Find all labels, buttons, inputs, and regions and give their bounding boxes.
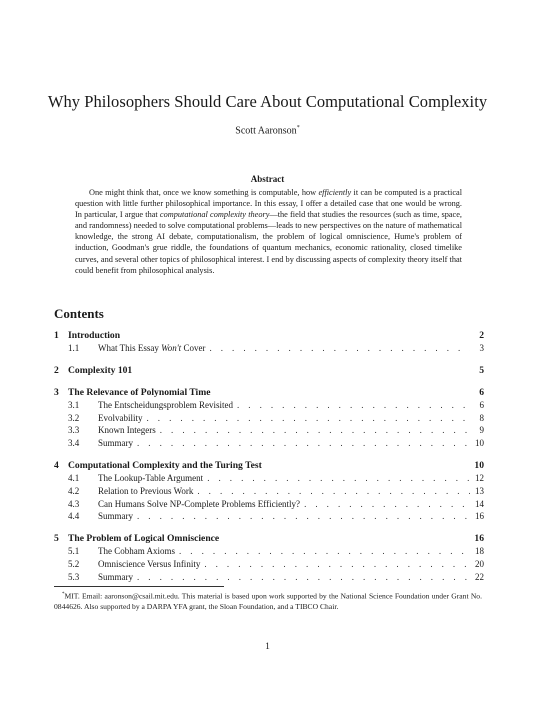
toc-subsection-title-emphasis: Won't — [161, 343, 182, 353]
toc-dot-leader — [233, 400, 470, 410]
toc-page-number: 18 — [475, 546, 484, 557]
toc-subsection-title — [90, 546, 175, 556]
toc-subsection-number: 3.1 — [68, 399, 80, 410]
toc-section-number: 2 — [54, 364, 59, 376]
abstract-text-1: One might think that, once we know something is computable, how — [89, 188, 319, 197]
toc-subsection-number: 3.4 — [68, 438, 80, 449]
author-line — [0, 125, 535, 136]
toc-entry-subsection[interactable] — [54, 486, 484, 499]
toc-dot-leader — [193, 486, 470, 496]
toc-page-number: 13 — [475, 485, 484, 496]
toc-subsection-title-text: Evolvability — [98, 412, 143, 423]
author-name: Scott Aaronson — [235, 125, 297, 137]
toc-section-number: 5 — [54, 533, 59, 545]
toc-page-number: 10 — [475, 438, 484, 449]
toc-section-number: 3 — [54, 386, 59, 398]
toc-section-title: The Relevance of Polynomial Time — [68, 386, 211, 398]
toc-subsection-title — [90, 559, 200, 569]
toc-subsection-title — [90, 572, 133, 582]
toc-entry-subsection[interactable] — [54, 400, 484, 413]
toc-dot-leader — [133, 511, 470, 521]
toc-page-number: 5 — [479, 364, 484, 376]
toc-subsection-number: 4.2 — [68, 485, 80, 496]
toc-section — [54, 460, 484, 524]
toc-entry-section[interactable] — [54, 533, 484, 546]
toc-section — [54, 330, 484, 356]
abstract-heading: Abstract — [250, 174, 285, 184]
toc-entry-subsection[interactable] — [54, 473, 484, 486]
toc-entry-subsection[interactable] — [54, 546, 484, 559]
toc-subsection-title-text: Summary — [98, 571, 133, 582]
footnote — [54, 590, 482, 613]
page-number: 1 — [265, 642, 270, 652]
toc-section-number: 4 — [54, 459, 59, 471]
toc-section — [54, 533, 484, 584]
toc-page-number: 16 — [475, 511, 484, 522]
toc-page-number: 6 — [479, 386, 484, 398]
toc-dot-leader — [205, 343, 470, 353]
toc-section-number: 1 — [54, 330, 59, 341]
toc-dot-leader — [300, 499, 470, 509]
toc-dot-leader — [175, 546, 470, 556]
contents-heading: Contents — [54, 306, 104, 321]
toc-subsection-title — [90, 425, 156, 435]
toc-subsection-title-text: The Cobham Axioms — [98, 546, 175, 557]
toc-subsection-number: 1.1 — [68, 343, 80, 353]
toc-page-number: 20 — [475, 558, 484, 569]
toc-entry-section[interactable] — [54, 387, 484, 400]
toc-entry-subsection[interactable] — [54, 438, 484, 451]
toc-subsection-title — [90, 438, 133, 448]
toc-subsection-number: 5.1 — [68, 546, 80, 557]
toc-dot-leader — [143, 413, 471, 423]
toc-subsection-title-text: Summary — [98, 438, 133, 449]
toc-subsection-number: 4.3 — [68, 498, 80, 509]
toc-entry-section[interactable] — [54, 365, 484, 378]
toc-subsection-title-text: The Lookup-Table Argument — [98, 472, 204, 483]
abstract-emphasis-efficiently: efficiently — [318, 188, 352, 197]
toc-dot-leader — [200, 559, 470, 569]
toc-subsection-title-text: Cover — [181, 343, 206, 353]
toc-dot-leader — [203, 473, 470, 483]
toc-subsection-title — [90, 511, 133, 521]
toc-entry-subsection[interactable] — [54, 413, 484, 426]
abstract-emphasis-cct: computational complexity theory — [159, 210, 270, 220]
abstract-text-2: it can be computed is a practical question with little further philosophical importance. In this essay, I offer a detailed case that one would be wrong. In particular, I argue that — [75, 188, 463, 220]
toc-subsection-number: 3.2 — [68, 412, 80, 423]
toc-subsection-title — [90, 473, 203, 483]
toc-subsection-title — [90, 499, 300, 509]
toc-subsection-title-text: Omniscience Versus Infinity — [98, 558, 201, 569]
toc-section — [54, 365, 484, 378]
toc-page-number: 3 — [479, 343, 484, 353]
toc-page-number: 6 — [479, 399, 484, 410]
abstract-paragraph — [75, 187, 462, 276]
abstract-text-3: —the field that studies the resources (such as time, space, and randomness) needed to solve computational problems—leads to new perspectives on the nature of mathematical knowledge, the strong AI debate, computationalism, the problem of logical omniscience, Hume's problem of induction, Goodman's grue riddle, the foundations of quantum mechanics, economic rationality, closed timelike curves, and several other topics of philosophical interest. I end by discussing aspects of complexity theory itself that could benefit from philosophical analysis. — [75, 210, 462, 275]
toc-section-title: The Problem of Logical Omniscience — [68, 533, 220, 545]
toc-page-number: 12 — [475, 472, 484, 483]
toc-subsection-number: 3.3 — [68, 425, 80, 436]
author-footnote-mark: * — [296, 125, 300, 131]
toc-section-title: Complexity 101 — [68, 364, 133, 376]
toc-dot-leader — [156, 425, 470, 435]
toc-entry-subsection[interactable] — [54, 572, 484, 585]
toc-entry-subsection[interactable] — [54, 343, 484, 356]
toc-subsection-title-text: What This Essay — [98, 343, 162, 353]
toc-subsection-title-text: Summary — [98, 511, 133, 522]
toc-entry-section[interactable] — [54, 330, 484, 343]
toc-section — [54, 387, 484, 451]
toc-page-number: 2 — [479, 330, 484, 341]
toc-subsection-number: 4.1 — [68, 472, 80, 483]
footnote-mark: * — [62, 592, 65, 597]
table-of-contents — [54, 330, 484, 594]
toc-section-title: Introduction — [68, 330, 121, 341]
toc-page-number: 9 — [479, 425, 484, 436]
toc-page-number: 10 — [474, 459, 484, 471]
toc-page-number: 14 — [475, 498, 484, 509]
toc-subsection-title — [90, 400, 233, 410]
toc-subsection-title-text: The Entscheidungsproblem Revisited — [98, 399, 233, 410]
toc-entry-subsection[interactable] — [54, 425, 484, 438]
abstract-body — [75, 187, 462, 276]
toc-page-number: 22 — [475, 571, 484, 582]
toc-entry-subsection[interactable] — [54, 559, 484, 572]
toc-subsection-number: 4.4 — [68, 511, 80, 522]
toc-page-number: 8 — [479, 412, 484, 423]
toc-dot-leader — [133, 572, 470, 582]
footnote-paragraph — [54, 590, 482, 613]
paper-title: Why Philosophers Should Care About Computational Complexity — [47, 92, 488, 111]
toc-subsection-title — [90, 343, 205, 353]
toc-entry-section[interactable] — [54, 460, 484, 473]
toc-entry-subsection[interactable] — [54, 511, 484, 524]
toc-subsection-number: 5.3 — [68, 571, 80, 582]
toc-subsection-title-text: Can Humans Solve NP-Complete Problems Efficiently? — [98, 498, 301, 509]
footnote-divider — [54, 586, 224, 587]
toc-dot-leader — [133, 438, 470, 448]
footnote-text: MIT. Email: aaronson@csail.mit.edu. This material is based upon work supported by the National Science Foundation under Grant No. 0844626. Also supported by a DARPA YFA grant, the Sloan Foundation, and a TIBCO Chair. — [54, 591, 482, 612]
toc-subsection-title-text: Relation to Previous Work — [98, 485, 194, 496]
toc-subsection-number: 5.2 — [68, 558, 80, 569]
toc-subsection-title-text: Known Integers — [98, 425, 156, 436]
toc-page-number: 16 — [474, 533, 484, 545]
toc-entry-subsection[interactable] — [54, 499, 484, 512]
toc-subsection-title — [90, 413, 143, 423]
toc-section-title: Computational Complexity and the Turing Test — [68, 459, 262, 471]
toc-subsection-title — [90, 486, 193, 496]
